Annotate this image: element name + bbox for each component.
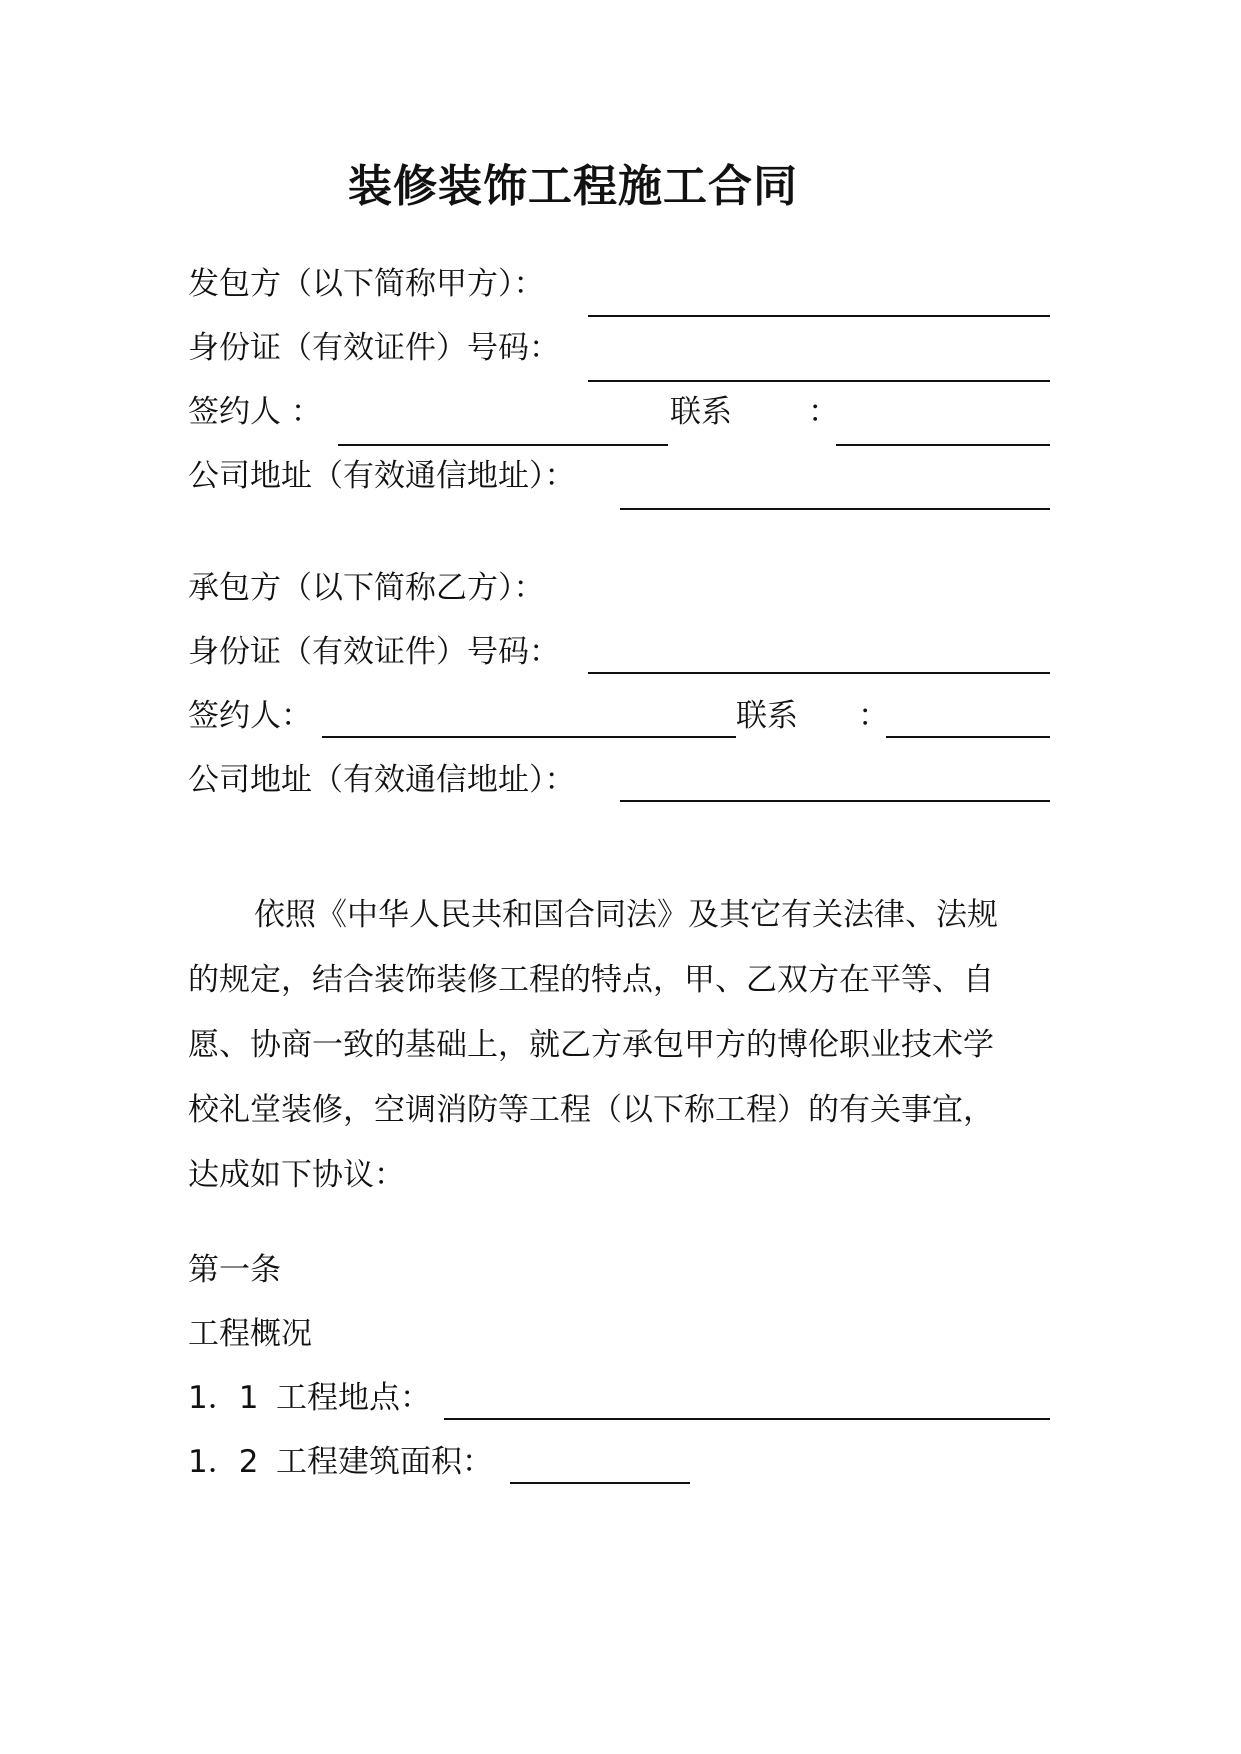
party-a-contact-blank[interactable] [836, 444, 1050, 446]
party-b-contact-blank[interactable] [886, 736, 1050, 738]
preamble-line: 的规定，结合装饰装修工程的特点，甲、乙双方在平等、自 [188, 962, 994, 998]
party-a-contact-label: 联系 [670, 394, 732, 430]
party-a-address-blank[interactable] [620, 508, 1050, 510]
party-a-signer-label: 签约人 ： [188, 394, 322, 430]
party-b-label: 承包方（以下简称乙方）： [188, 570, 545, 606]
party-a-id-label: 身份证（有效证件）号码： [188, 330, 560, 366]
document-title: 装修装饰工程施工合同 [348, 161, 798, 212]
item-1-1-label: 工程地点： [276, 1380, 431, 1416]
preamble-line: 愿、协商一致的基础上，就乙方承包甲方的博伦职业技术学 [188, 1027, 994, 1063]
item-1-2-label: 工程建筑面积： [276, 1444, 493, 1480]
party-a-label: 发包方（以下简称甲方）： [188, 266, 545, 302]
party-b-id-label: 身份证（有效证件）号码： [188, 634, 560, 670]
preamble-line: 达成如下协议： [188, 1157, 405, 1193]
item-1-2-number: 1．2 [188, 1444, 259, 1480]
item-1-1-number: 1．1 [188, 1380, 259, 1416]
party-b-signer-label: 签约人： [188, 698, 312, 734]
preamble-paragraph [188, 883, 1068, 1208]
party-a-address-label: 公司地址（有效通信地址）： [188, 458, 576, 494]
party-a-blank[interactable] [588, 315, 1050, 317]
article-heading: 工程概况 [188, 1316, 312, 1352]
party-b-address-blank[interactable] [620, 800, 1050, 802]
site-location-blank[interactable] [444, 1418, 1050, 1420]
party-a-signer-blank[interactable] [338, 444, 668, 446]
party-a-id-blank[interactable] [588, 380, 1050, 382]
party-b-contact-label: 联系 [736, 698, 798, 734]
article-number: 第一条 [188, 1252, 281, 1288]
party-b-address-label: 公司地址（有效通信地址）： [188, 762, 576, 798]
party-b-id-blank[interactable] [588, 672, 1050, 674]
building-area-blank[interactable] [510, 1482, 690, 1484]
party-a-contact-colon: ： [808, 394, 839, 430]
party-b-contact-colon: ： [858, 698, 889, 734]
party-b-signer-blank[interactable] [322, 736, 736, 738]
preamble-line: 依照《中华人民共和国合同法》及其它有关法律、法规 [254, 897, 998, 933]
preamble-line: 校礼堂装修，空调消防等工程（以下称工程）的有关事宜， [188, 1092, 994, 1128]
